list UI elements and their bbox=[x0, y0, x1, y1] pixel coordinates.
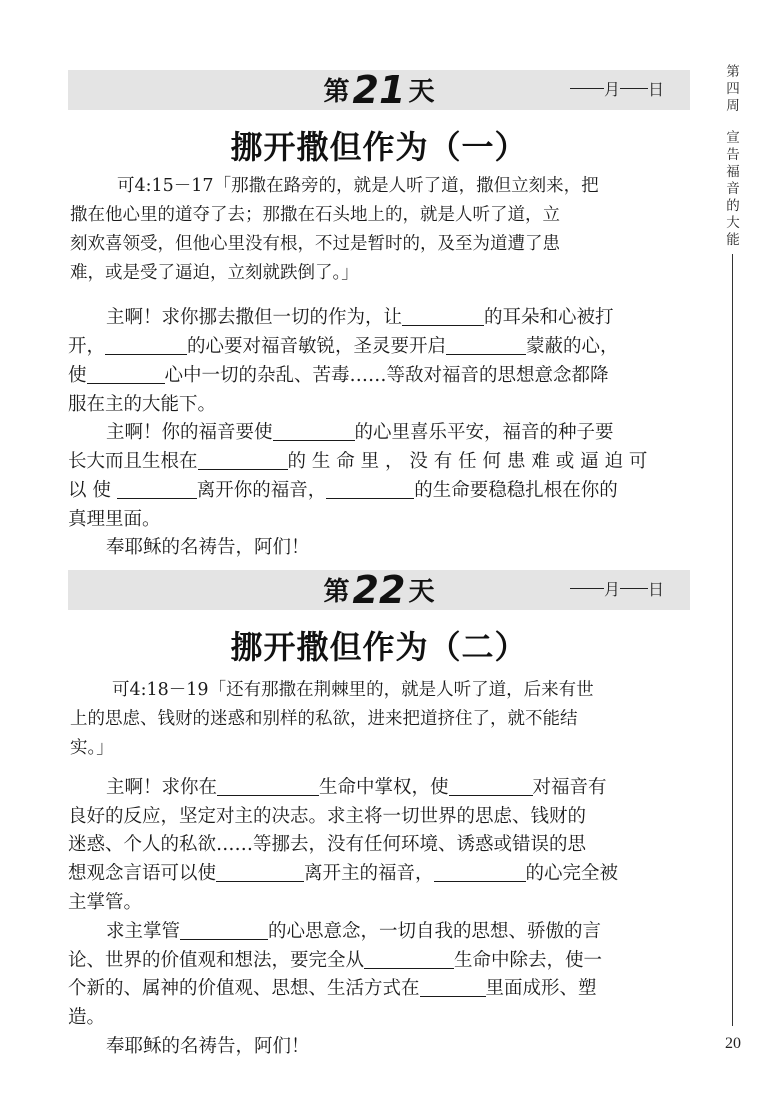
month-label: 月 bbox=[603, 580, 620, 599]
prayer-line: 主掌管。 bbox=[68, 892, 143, 913]
month-blank bbox=[570, 88, 604, 89]
sidebar-theme: 宣告福音的大能 bbox=[726, 130, 740, 248]
prayer-line: 开， 的心要对福音敏锐，圣灵要开启 蒙蔽的心， bbox=[68, 336, 619, 357]
fill-in-blank[interactable] bbox=[180, 921, 268, 941]
fill-in-blank[interactable] bbox=[326, 480, 414, 500]
section-title: 挪开撒但作为（一） bbox=[230, 128, 528, 166]
day-prefix: 第 bbox=[323, 577, 350, 607]
prayer-line: 真理里面。 bbox=[68, 509, 161, 530]
prayer-line: 主啊！你的福音要使 的心里喜乐平安，福音的种子要 bbox=[106, 422, 614, 443]
fill-in-blank[interactable] bbox=[273, 422, 355, 442]
day-header-band bbox=[68, 70, 690, 110]
day-label: 日 bbox=[647, 580, 664, 599]
verse-line: 实。」 bbox=[70, 738, 114, 758]
day-number: 22 bbox=[352, 568, 406, 612]
day-blank bbox=[620, 588, 648, 589]
page-number: 20 bbox=[725, 1035, 741, 1052]
verse-line: 可4:18－19「还有那撒在荆棘里的，就是人听了道，后来有世 bbox=[112, 680, 594, 700]
prayer-line: 主啊！求你挪去撒但一切的作为，让 的耳朵和心被打 bbox=[106, 307, 614, 328]
day-label: 日 bbox=[647, 80, 664, 99]
fill-in-blank[interactable] bbox=[216, 863, 304, 883]
day-prefix: 第 bbox=[323, 77, 350, 107]
prayer-line: 以 使 离开你的福音， 的生命要稳稳扎根在你的 bbox=[68, 480, 618, 501]
prayer-line: 想观念言语可以使 离开主的福音， 的心完全被 bbox=[68, 863, 619, 884]
sidebar-week: 第四周 bbox=[726, 64, 740, 114]
prayer-line: 求主掌管 的心思意念，一切自我的思想、骄傲的言 bbox=[106, 921, 602, 942]
fill-in-blank[interactable] bbox=[117, 480, 197, 500]
fill-in-blank[interactable] bbox=[87, 365, 165, 385]
prayer-line: 使 心中一切的杂乱、苦毒……等敌对福音的思想意念都降 bbox=[68, 365, 609, 386]
fill-in-blank[interactable] bbox=[198, 451, 288, 471]
prayer-line: 良好的反应，坚定对主的决志。求主将一切世界的思虑、钱财的 bbox=[68, 806, 587, 827]
day-number: 21 bbox=[352, 68, 406, 112]
prayer-line: 服在主的大能下。 bbox=[68, 394, 217, 415]
prayer-line: 个新的、属神的价值观、思想、生活方式在 里面成形、塑 bbox=[68, 978, 597, 999]
fill-in-blank[interactable] bbox=[217, 777, 319, 797]
prayer-line: 论、世界的价值观和想法，要完全从 生命中除去，使一 bbox=[68, 950, 603, 971]
verse-line: 上的思虑、钱财的迷惑和别样的私欲，进来把道挤住了，就不能结 bbox=[70, 709, 578, 729]
fill-in-blank[interactable] bbox=[446, 336, 526, 356]
month-label: 月 bbox=[603, 80, 620, 99]
date-fill-in bbox=[570, 70, 664, 110]
month-blank bbox=[570, 588, 604, 589]
verse-line: 刻欢喜领受，但他心里没有根，不过是暂时的，及至为道遭了患 bbox=[70, 234, 560, 254]
closing-line: 奉耶稣的名祷告，阿们！ bbox=[106, 537, 310, 558]
sidebar-rule bbox=[732, 254, 733, 1026]
verse-line: 撒在他心里的道夺了去；那撒在石头地上的，就是人听了道，立 bbox=[70, 205, 560, 225]
prayer-line: 迷惑、个人的私欲……等挪去，没有任何环境、诱惑或错误的思 bbox=[68, 834, 587, 855]
prayer-line: 主啊！求你在 生命中掌权，使 对福音有 bbox=[106, 777, 607, 798]
day-header-band bbox=[68, 570, 690, 610]
section-title: 挪开撒但作为（二） bbox=[230, 628, 528, 666]
closing-line: 奉耶稣的名祷告，阿们！ bbox=[106, 1036, 310, 1057]
fill-in-blank[interactable] bbox=[434, 863, 526, 883]
day-blank bbox=[620, 88, 648, 89]
fill-in-blank[interactable] bbox=[449, 777, 533, 797]
prayer-line: 造。 bbox=[68, 1007, 106, 1028]
prayer-line: 长大而且生根在 的 生 命 里 ， 没 有 任 何 患 难 或 逼 迫 可 bbox=[68, 451, 648, 472]
day-suffix: 天 bbox=[408, 77, 435, 107]
verse-line: 可4:15－17「那撒在路旁的，就是人听了道，撒但立刻来，把 bbox=[117, 176, 599, 196]
verse-line: 难，或是受了逼迫，立刻就跌倒了。」 bbox=[70, 263, 359, 283]
day-suffix: 天 bbox=[408, 577, 435, 607]
fill-in-blank[interactable] bbox=[402, 307, 484, 327]
fill-in-blank[interactable] bbox=[420, 978, 486, 998]
date-fill-in bbox=[570, 570, 664, 610]
fill-in-blank[interactable] bbox=[105, 336, 187, 356]
fill-in-blank[interactable] bbox=[364, 950, 454, 970]
